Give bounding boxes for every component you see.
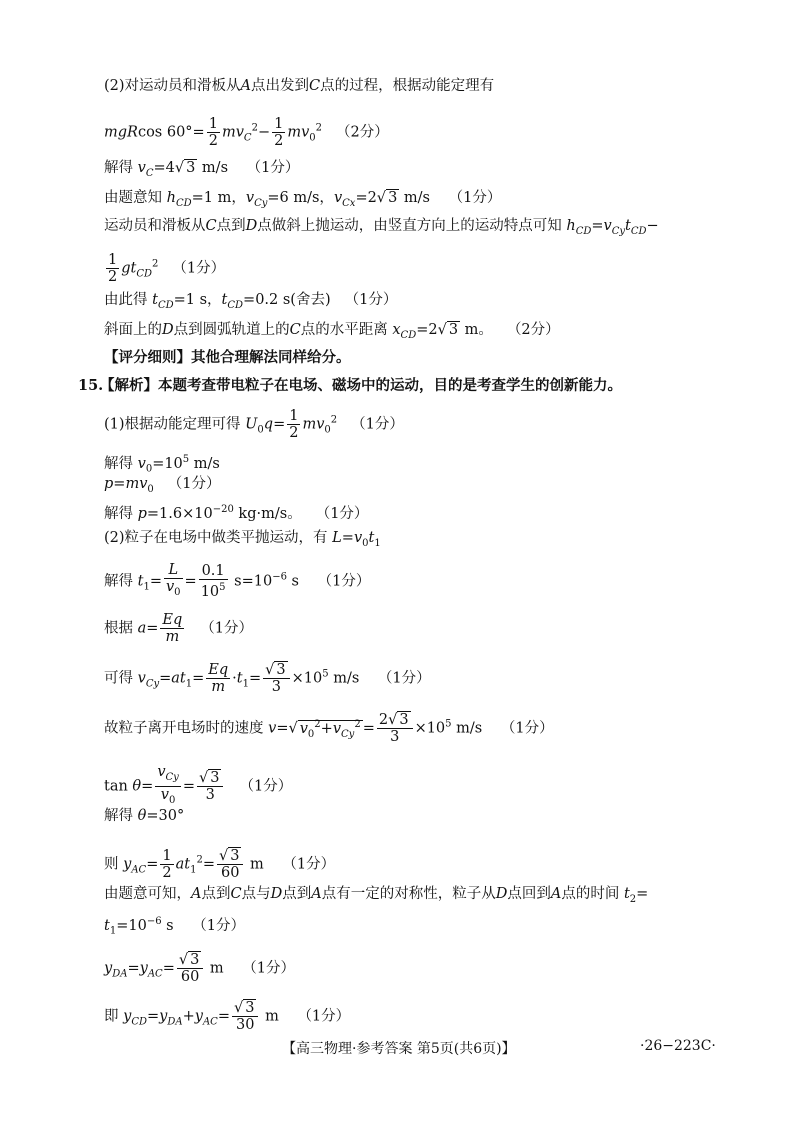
- question-15-header: 【解析】本题考查带电粒子在电场、磁场中的运动，目的是考查学生的创新能力。: [100, 377, 622, 394]
- line-6: $\frac{1}{2}$ $gt_{CD}^2$ （1分）: [108, 252, 226, 285]
- line-3: 解得 $v_C=4√$ 3 m/s （1分）: [104, 160, 300, 179]
- line-13: 解得 $p=1.6\times 10^{-20}$ kg·m/s。 （1分）: [104, 504, 369, 522]
- line-4: 由题意知 $h_{CD}=1$ m，$v_{Cy}=6$ m/s，$v_{Cx}=2√$ 3 m/s （1分）: [104, 190, 502, 209]
- line-15: 解得 $t_1=$ $\frac{L}{v_0}$ = $\frac{0.1}{10^5}$ $s=10^{-6}$ s （1分）: [104, 562, 371, 600]
- line-12: $p=mv_0$ （1分）: [104, 476, 221, 495]
- line-10: (1)根据动能定理可得 $U_0q=$ $\frac{1}{2}$ $mv_0^2$ （1分）: [104, 408, 404, 441]
- line-9: 【评分细则】其他合理解法同样给分。: [104, 349, 351, 366]
- line-22: 由题意可知，A点到C点与D点到A点有一定的对称性，粒子从D点回到A点的时间 $t_2=$: [104, 886, 649, 905]
- line-24: $y_{DA}=y_{AC}=$ $\frac{√ 3}{60}$ m （1分）: [104, 952, 296, 985]
- question-15-number: 15.: [78, 377, 104, 394]
- line-20: 解得 θ=30°: [104, 808, 185, 824]
- line-23: $t_1=10^{-6}$ s （1分）: [104, 916, 245, 937]
- line-17: 可得 $v_{Cy}=at_1=$ $\frac{Eq}{m}$ $\cdot t_1=$ $\frac{√ 3}{3}$ $\times 10^5$ m/s （1分）: [104, 662, 431, 695]
- line-2-equation: mgRcos 60°= $\frac{1}{2}$ $mv_C^2-$ $\frac{1}{2}$ $mv_0^2$ （2分）: [104, 116, 389, 149]
- line-8: 斜面上的D点到圆弧轨道上的C点的水平距离 $x_{CD}=2√$ 3 m。 （2分）: [104, 322, 560, 341]
- line-18: 故粒子离开电场时的速度 v=√ $v_0^2+v_{Cy}^2$ = $\frac{2√ 3}{3}$ $\times 10^5$ m/s （1分）: [104, 712, 554, 745]
- footer-code: ·26−223C·: [640, 1038, 716, 1054]
- line-7: 由此得 $t_{CD}=1$ s，$t_{CD}=0.2$ s(舍去) （1分）: [104, 292, 398, 311]
- line-25: 即 $y_{CD}=y_{DA}+y_{AC}=$ $\frac{√ 3}{30}$ m （1分）: [104, 1000, 351, 1033]
- line-11: 解得 $v_0=10^5$ m/s: [104, 454, 220, 475]
- line-5: 运动员和滑板从C点到D点做斜上抛运动，由竖直方向上的运动特点可知 $h_{CD}=v_{Cy}t_{CD}-$: [104, 218, 659, 237]
- line-1: (2)对运动员和滑板从A点出发到C点的过程，根据动能定理有: [104, 78, 495, 94]
- line-16: 根据 a= $\frac{Eq}{m}$ （1分）: [104, 612, 254, 645]
- line-19: tan θ= $v_{Cy}$ $v_0$ = $\frac{√ 3}{3}$ （1分）: [104, 764, 293, 806]
- footer-title: 【高三物理·参考答案 第5页(共6页)】: [282, 1041, 516, 1057]
- line-21: 则 $y_{AC}=$ $\frac{1}{2}$ $at_1^2=$ $\frac{√ 3}{60}$ m （1分）: [104, 848, 336, 881]
- line-14: (2)粒子在电场中做类平抛运动，有 $L=v_0t_1$: [104, 530, 381, 549]
